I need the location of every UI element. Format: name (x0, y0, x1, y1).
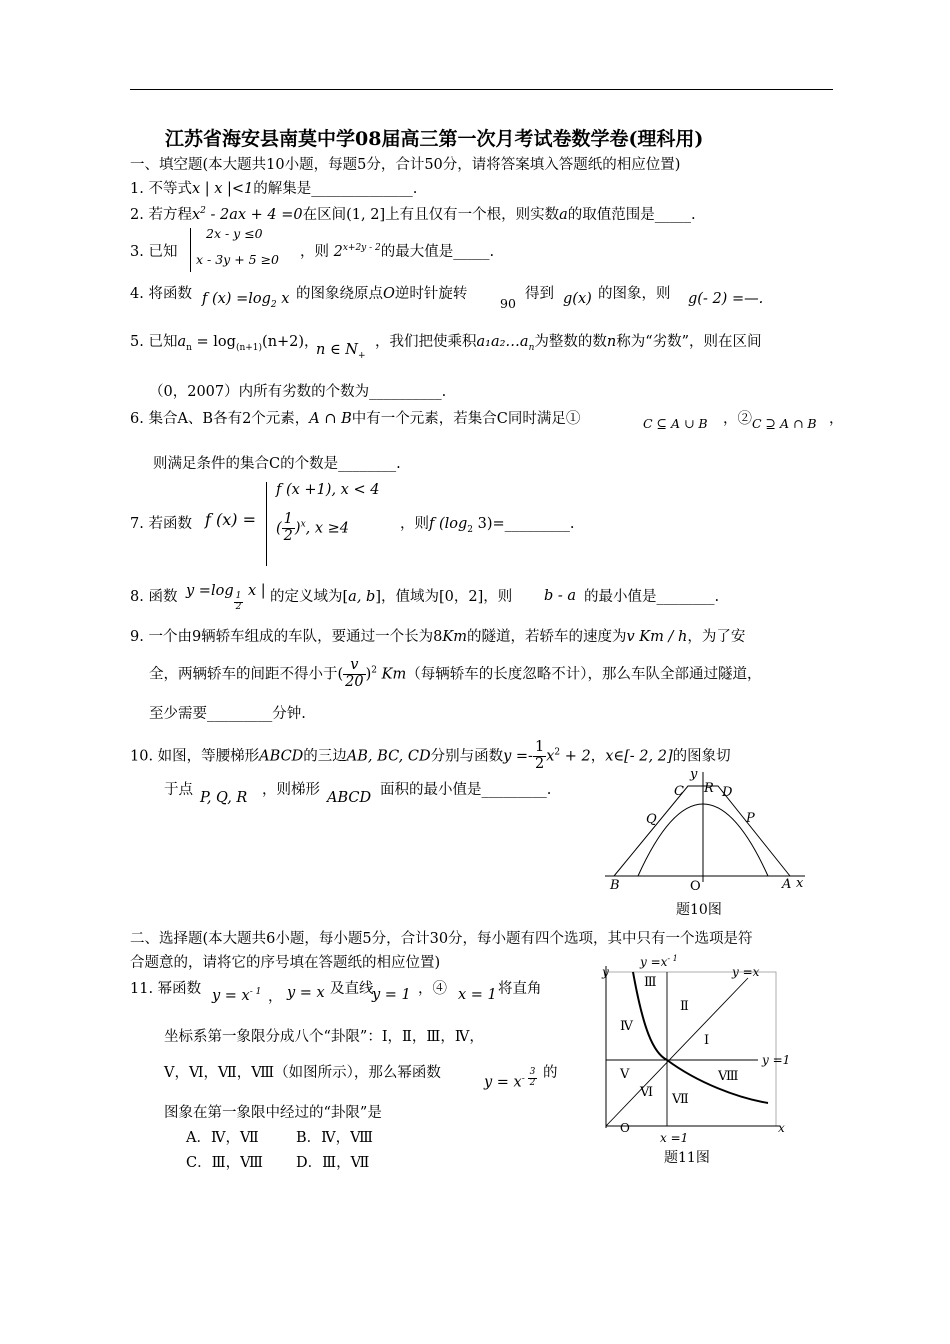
section2-line2: 合题意的，请将它的序号填在答题纸的相应位置) (130, 955, 441, 971)
fig11-label-y: y (602, 965, 609, 979)
fig11-region-7: Ⅶ (672, 1092, 689, 1107)
fig11-region-1: Ⅰ (704, 1033, 710, 1048)
question-4-mid: 的图象绕原点O逆时针旋转 (296, 286, 468, 302)
fig11-label-o: O (620, 1121, 630, 1135)
question-8-mid: 的定义域为[a, b]，值域为[0，2]，则 (270, 589, 513, 605)
q8-func: y =log $\frac{1}{2}$ x | (186, 583, 266, 612)
question-9-line2: 全，两辆轿车的间距不得小于( $\frac{v}{20}$ )$^2$ Km（每辆轿车的长度忽略不计），那么车队全部通过隧道， (149, 657, 762, 690)
question-11-line2: 坐标系第一象限分成八个“卦限”：Ⅰ，Ⅱ，Ⅲ，Ⅳ， (164, 1029, 484, 1045)
question-6-line2: 则满足条件的集合C的个数是________. (153, 456, 401, 472)
q7-line1: f (x +1), x < 4 (276, 482, 380, 498)
fig11-region-2: Ⅱ (680, 999, 689, 1014)
q4-gval: g(- 2) =—. (688, 291, 764, 307)
q8-bma: b - a (544, 588, 577, 604)
q10-abcd2: ABCD (327, 790, 372, 806)
question-10-line2b: ，则梯形 (262, 782, 320, 798)
fig10-trapezoid (614, 786, 790, 876)
q6-sep: ，② (723, 411, 752, 427)
section2-line1: 二、选择题(本大题共6小题，每小题5分，合计30分，每小题有四个选项，其中只有一个选项是符 (130, 931, 753, 947)
fig10-caption: 题10图 (676, 902, 722, 918)
q5-nset: n ∈ $N_+$ (316, 342, 366, 361)
fig11-region-6: Ⅵ (640, 1085, 654, 1100)
question-11-line3b: 的 (543, 1065, 558, 1081)
fig11-label-y1: y =1 (762, 1053, 791, 1067)
q7-fx: f (x) = (205, 510, 257, 529)
fig11-label-x: x (778, 1121, 785, 1135)
q11-y1: $y = x^{- 1}$ (212, 987, 262, 1004)
fig11-curve-inverse (633, 972, 768, 1103)
option-d: D．Ⅲ，Ⅶ (296, 1155, 370, 1171)
q4-degree: 90 (500, 296, 516, 311)
q11-y4: $y = x^{- \frac{3}{2}}$ (484, 1067, 536, 1091)
q11-y3: y = 1 (372, 987, 411, 1003)
fig10-label-p: P (746, 811, 755, 826)
fig11-caption: 题11图 (664, 1150, 710, 1166)
fig11-region-5: Ⅴ (620, 1067, 630, 1082)
section1-header: 一、填空题(本大题共10小题，每题5分，合计50分，请将答案填入答题纸的相应位置) (130, 157, 681, 173)
question-5-b: ，我们把使乘积$a_1a_2\dots a_n$为整数的数n称为“劣数”，则在区间 (375, 334, 762, 353)
fig11-region-4: Ⅳ (620, 1019, 633, 1034)
question-10-line2a: 于点 (164, 782, 193, 798)
q3-line1: 2x - y ≤0 (206, 226, 263, 241)
question-8-end: 的最小值是________. (584, 589, 720, 605)
q6-end: ， (829, 411, 844, 427)
question-8-lead: 8. 函数 (130, 589, 178, 605)
option-a: A．Ⅳ，Ⅶ (186, 1130, 259, 1146)
q11-y2: y = x (287, 985, 325, 1001)
figure-11 (598, 948, 798, 1170)
question-9-line3: 至少需要_________分钟. (149, 706, 306, 722)
fig11-region-3: Ⅲ (644, 975, 657, 990)
q6-cond1: C ⊆ A ∪ B (643, 416, 708, 431)
fig10-label-q: Q (646, 812, 657, 827)
question-11-line3a: Ⅴ，Ⅵ，Ⅶ，Ⅷ（如图所示），那么幂函数 (164, 1065, 441, 1081)
q3-brace (190, 228, 191, 272)
q4-g: g(x) (563, 291, 592, 307)
question-11-lead: 11. 幂函数 (130, 981, 202, 997)
option-b: B．Ⅳ，Ⅷ (296, 1130, 373, 1146)
question-5: 5. 已知$a_n = \log_{(n+1)}(n+2)$， (130, 334, 319, 353)
page-title: 江苏省海安县南莫中学08届高三第一次月考试卷数学卷(理科用) (165, 128, 704, 150)
fig10-label-y: y (690, 767, 698, 782)
q7-line2: ( $\frac{1}{2}$ )$^x$, x ≥4 (276, 511, 350, 544)
fig11-region-8: Ⅷ (718, 1069, 739, 1084)
q11-four: ，④ (418, 981, 447, 997)
q11-x1: x = 1 (458, 987, 497, 1003)
question-4-lead: 4. 将函数 (130, 286, 192, 302)
header-rule (130, 89, 833, 90)
fig11-label-inv: $y =x^{- 1}$ (640, 954, 678, 969)
q7-brace (266, 482, 267, 566)
question-7-lead: 7. 若函数 (130, 516, 192, 532)
fig11-label-yx: y =x (732, 965, 760, 979)
fig10-label-x: x (796, 876, 804, 891)
q11-comma: ， (268, 989, 283, 1005)
fig10-label-a: A (782, 877, 792, 892)
fig11-frame (606, 972, 776, 1126)
fig10-label-b: B (610, 878, 620, 893)
question-1: 1. 不等式x | x |<1的解集是______________. (130, 181, 418, 197)
question-7-tail: ，则f ($\log_2$ 3)=_________. (400, 516, 575, 535)
question-6: 6. 集合A、B各有2个元素，A ∩ B中有一个元素，若集合C同时满足① (130, 411, 581, 427)
q11-end: 将直角 (498, 981, 542, 997)
fig10-label-c: C (674, 784, 684, 799)
option-c: C．Ⅲ，Ⅷ (186, 1155, 263, 1171)
fig10-label-d: D (722, 785, 733, 800)
question-5-line2: （0，2007）内所有劣数的个数为__________. (149, 384, 447, 400)
question-10-line1: 10. 如图，等腰梯形ABCD的三边AB, BC, CD分别与函数y =- $\frac{1}{2}$ $x^2 + 2$，x∈[- 2, 2]的图象切 (130, 739, 731, 772)
fig11-label-x1: x =1 (660, 1131, 689, 1145)
question-11-line4: 图象在第一象限中经过的“卦限”是 (164, 1105, 382, 1121)
q6-cond2: C ⊇ A ∩ B (752, 416, 817, 431)
fig10-label-r: R (704, 781, 714, 796)
q4-func: f $(x) =\log_2$ x (202, 291, 290, 310)
question-9-line1: 9. 一个由9辆轿车组成的车队，要通过一个长为8Km的隧道，若轿车的速度为v Km / h，为了安 (130, 629, 746, 645)
q4-then: 的图象，则 (598, 286, 671, 302)
q11-and: 及直线 (330, 981, 374, 997)
q10-pqr: P, Q, R (200, 790, 248, 806)
q3-line2: x - 3y + 5 ≥0 (196, 252, 280, 267)
q4-got: 得到 (525, 286, 554, 302)
question-3-lead: 3. 已知 (130, 244, 178, 260)
question-10-line2c: 面积的最小值是_________. (380, 782, 552, 798)
question-2: 2. 若方程$x^2 - 2ax + 4 =0$在区间(1, 2]上有且仅有一个根，则实数a的取值范围是_____. (130, 206, 696, 223)
figure-10 (600, 762, 820, 922)
question-3-tail: ，则 $2^{x+2y - 2}$的最大值是_____. (300, 243, 495, 260)
fig10-label-o: O (690, 879, 701, 894)
